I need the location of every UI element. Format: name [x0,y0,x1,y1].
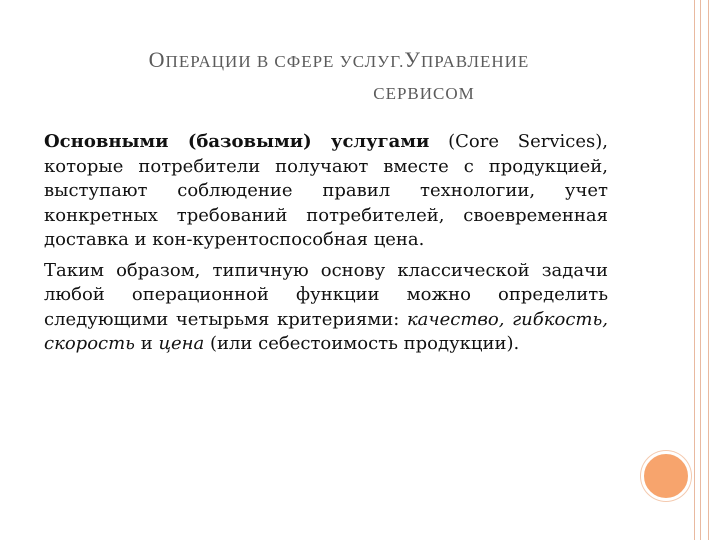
decorative-border-line [708,0,709,540]
title-text: ПЕРАЦИИ В СФЕРЕ УСЛУГ. [165,52,405,71]
paragraph-text: Таким образом, типичную основу классической задачи любой операционной функции можно определить следующими четырьмя критериями: [44,259,608,330]
title-capital: У [404,47,421,72]
title-text: ПРАВЛЕНИЕ [420,52,530,71]
decorative-border-line [694,0,695,540]
paragraph-text: и [134,333,159,354]
slide-title-line2: СЕРВИСОМ [373,84,475,103]
bold-term: Основными (базовыми) услугами [44,131,430,152]
decorative-circle [641,451,691,501]
paragraph-text: (Core Services), которые потребители получают вместе с продукцией, выступают соблюдение правил технологии, учет конкретных требований потребителей, своевременная доставка и кон-курентоспособная цена. [44,131,608,250]
decorative-border-line [700,0,701,540]
paragraph-core-services [44,130,608,253]
slide-body [44,130,608,363]
italic-criteria: качество, гибкость, скорость [44,308,609,354]
slide-title-line1 [44,40,634,82]
paragraph-text: (или себестоимость продукции). [204,333,520,354]
title-capital: О [148,47,166,72]
slide-title [44,40,634,106]
italic-criteria: цена [158,333,205,354]
paragraph-criteria [44,259,608,357]
